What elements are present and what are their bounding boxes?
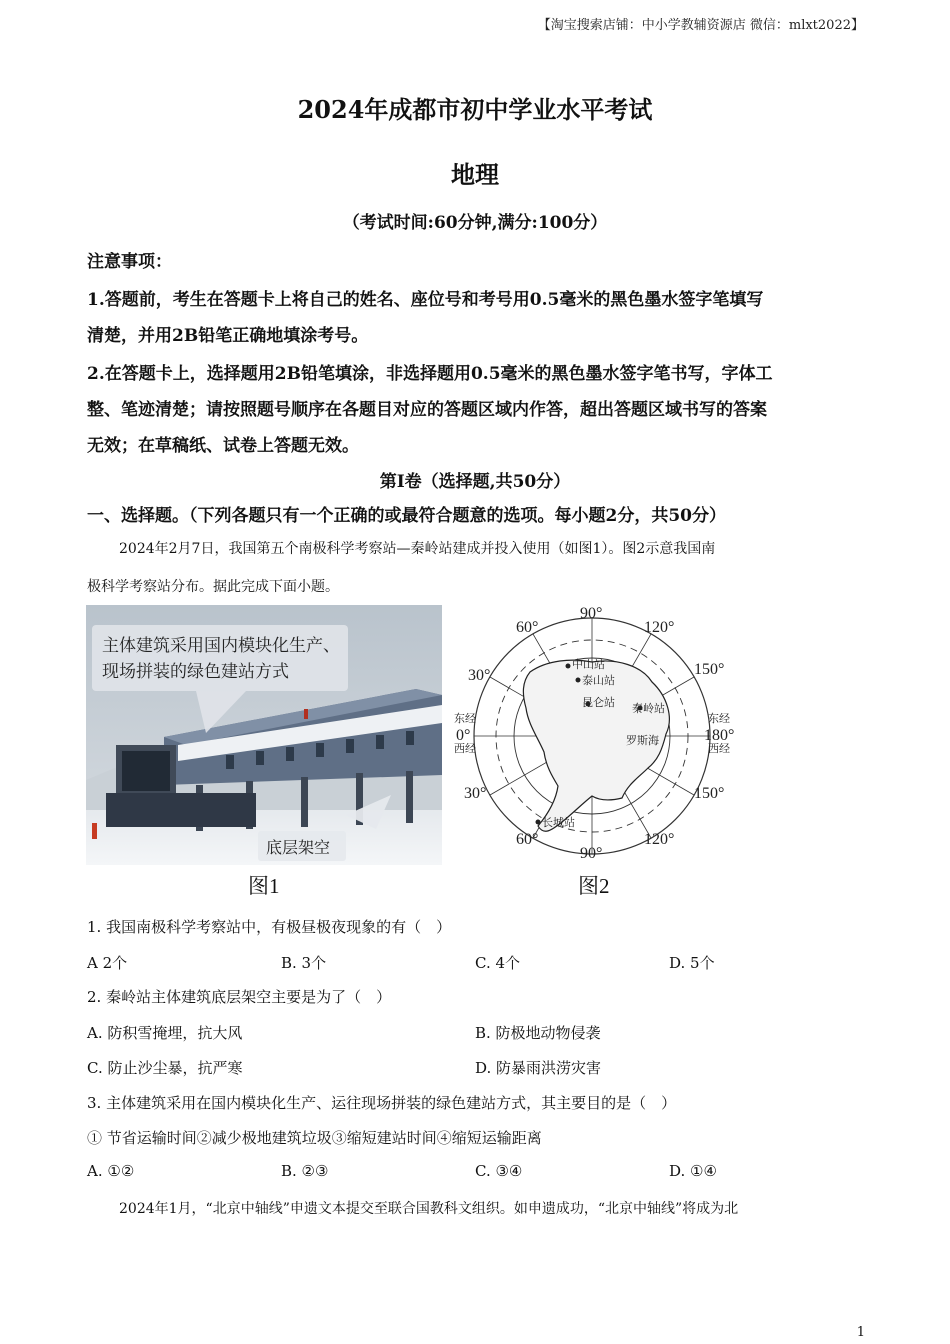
notice-title: 注意事项： xyxy=(87,252,172,272)
notice-item-2-end: 无效；在草稿纸、试卷上答题无效。 xyxy=(87,436,359,456)
question-1-option-d[interactable]: D. 5个 xyxy=(669,954,715,972)
label-east-right: 东经 xyxy=(708,713,730,725)
station-kunlun: 昆仑站 xyxy=(582,697,615,709)
passage-intro-cont: 极科学考察站分布。据此完成下面小题。 xyxy=(87,579,339,595)
station-zhongshan: 中山站 xyxy=(572,659,605,671)
exam-title: 2024年成都市初中学业水平考试 xyxy=(297,95,653,124)
question-1-stem: 1. 我国南极科学考察站中，有极昼极夜现象的有（ ） xyxy=(87,918,452,936)
label-150-mr-bottom: 150° xyxy=(694,785,725,802)
question-3-option-c[interactable]: C. ③④ xyxy=(475,1162,523,1180)
notice-item-1-cont: 清楚，并用2B铅笔正确地填涂考号。 xyxy=(87,326,369,346)
label-120-br: 120° xyxy=(644,831,675,848)
question-1-option-a[interactable]: A 2个 xyxy=(87,954,128,972)
question-1-option-b[interactable]: B. 3个 xyxy=(281,954,327,972)
question-2-stem: 2. 秦岭站主体建筑底层架空主要是为了（ ） xyxy=(87,988,392,1006)
station-changcheng: 长城站 xyxy=(542,817,575,829)
figure-1-caption: 图1 xyxy=(248,874,280,898)
question-2-option-b[interactable]: B. 防极地动物侵袭 xyxy=(475,1024,601,1042)
question-3-option-b[interactable]: B. ②③ xyxy=(281,1162,329,1180)
question-3-option-d[interactable]: D. ①④ xyxy=(669,1162,717,1180)
page-number: 1 xyxy=(856,1325,865,1340)
next-passage-intro: 2024年1月，“北京中轴线”申遗文本提交至联合国教科文组织。如申遗成功，“北京中轴线”将成为北 xyxy=(119,1201,739,1217)
header-note: 【淘宝搜索店铺：中小学教辅资源店 微信：mlxt2022】 xyxy=(537,18,864,33)
question-1-option-c[interactable]: C. 4个 xyxy=(475,954,521,972)
label-90-top: 90° xyxy=(580,605,603,622)
label-120-tr: 120° xyxy=(644,619,675,636)
question-2-option-a[interactable]: A. 防积雪掩埋，抗大风 xyxy=(87,1024,243,1042)
notice-item-1: 1.答题前，考生在答题卡上将自己的姓名、座位号和考号用0.5毫米的黑色墨水签字笔填写 xyxy=(87,290,764,310)
question-3-statements: ① 节省运输时间②减少极地建筑垃圾③缩短建站时间④缩短运输距离 xyxy=(87,1129,542,1147)
question-3-stem: 3. 主体建筑采用在国内模块化生产、运往现场拼装的绿色建站方式，其主要目的是（ ） xyxy=(87,1094,677,1112)
time-info: （考试时间:60分钟,满分:100分） xyxy=(342,213,608,233)
question-3-option-a[interactable]: A. ①② xyxy=(87,1162,135,1180)
label-30-ml: 30° xyxy=(468,667,491,684)
label-30-ml-bottom: 30° xyxy=(464,785,487,802)
subject-title: 地理 xyxy=(451,160,499,189)
label-east-left: 东经 xyxy=(454,713,476,725)
figure-2-caption: 图2 xyxy=(578,874,610,898)
volume-title: 第Ⅰ卷（选择题,共50分） xyxy=(379,472,571,492)
label-west-right: 西经 xyxy=(708,743,730,755)
question-2-option-d[interactable]: D. 防暴雨洪涝灾害 xyxy=(475,1059,602,1077)
notice-item-2-cont: 整、笔迹清楚；请按照题号顺序在各题目对应的答题区域内作答，超出答题区域书写的答案 xyxy=(87,400,767,420)
label-60-tl: 60° xyxy=(516,619,539,636)
question-2-option-c[interactable]: C. 防止沙尘暴，抗严寒 xyxy=(87,1059,243,1077)
section-title: 一、选择题。（下列各题只有一个正确的或最符合题意的选项。每小题2分，共50分） xyxy=(87,506,726,526)
station-qinling: 秦岭站 xyxy=(632,703,665,715)
figure-1-callout-line2: 现场拼装的绿色建站方式 xyxy=(102,662,289,682)
label-west-left: 西经 xyxy=(454,743,476,755)
station-taishan: 泰山站 xyxy=(582,675,615,687)
ross-sea-label: 罗斯海 xyxy=(626,735,659,747)
passage-intro: 2024年2月7日，我国第五个南极科学考察站—秦岭站建成并投入使用（如图1）。图2示意我国南 xyxy=(119,541,716,557)
label-0: 0° xyxy=(456,727,471,744)
figure-1-callout-2: 底层架空 xyxy=(266,838,331,857)
notice-item-2: 2.在答题卡上，选择题用2B铅笔填涂，非选择题用0.5毫米的黑色墨水签字笔书写，字体工 xyxy=(87,364,773,384)
label-180: 180° xyxy=(704,727,735,744)
figure-2-polar-map xyxy=(452,600,752,870)
label-90-bottom: 90° xyxy=(580,845,603,862)
label-60-bl: 60° xyxy=(516,831,539,848)
figure-1-callout-line1: 主体建筑采用国内模块化生产、 xyxy=(102,636,340,656)
figure-1-photo xyxy=(86,605,442,865)
label-150-mr: 150° xyxy=(694,661,725,678)
